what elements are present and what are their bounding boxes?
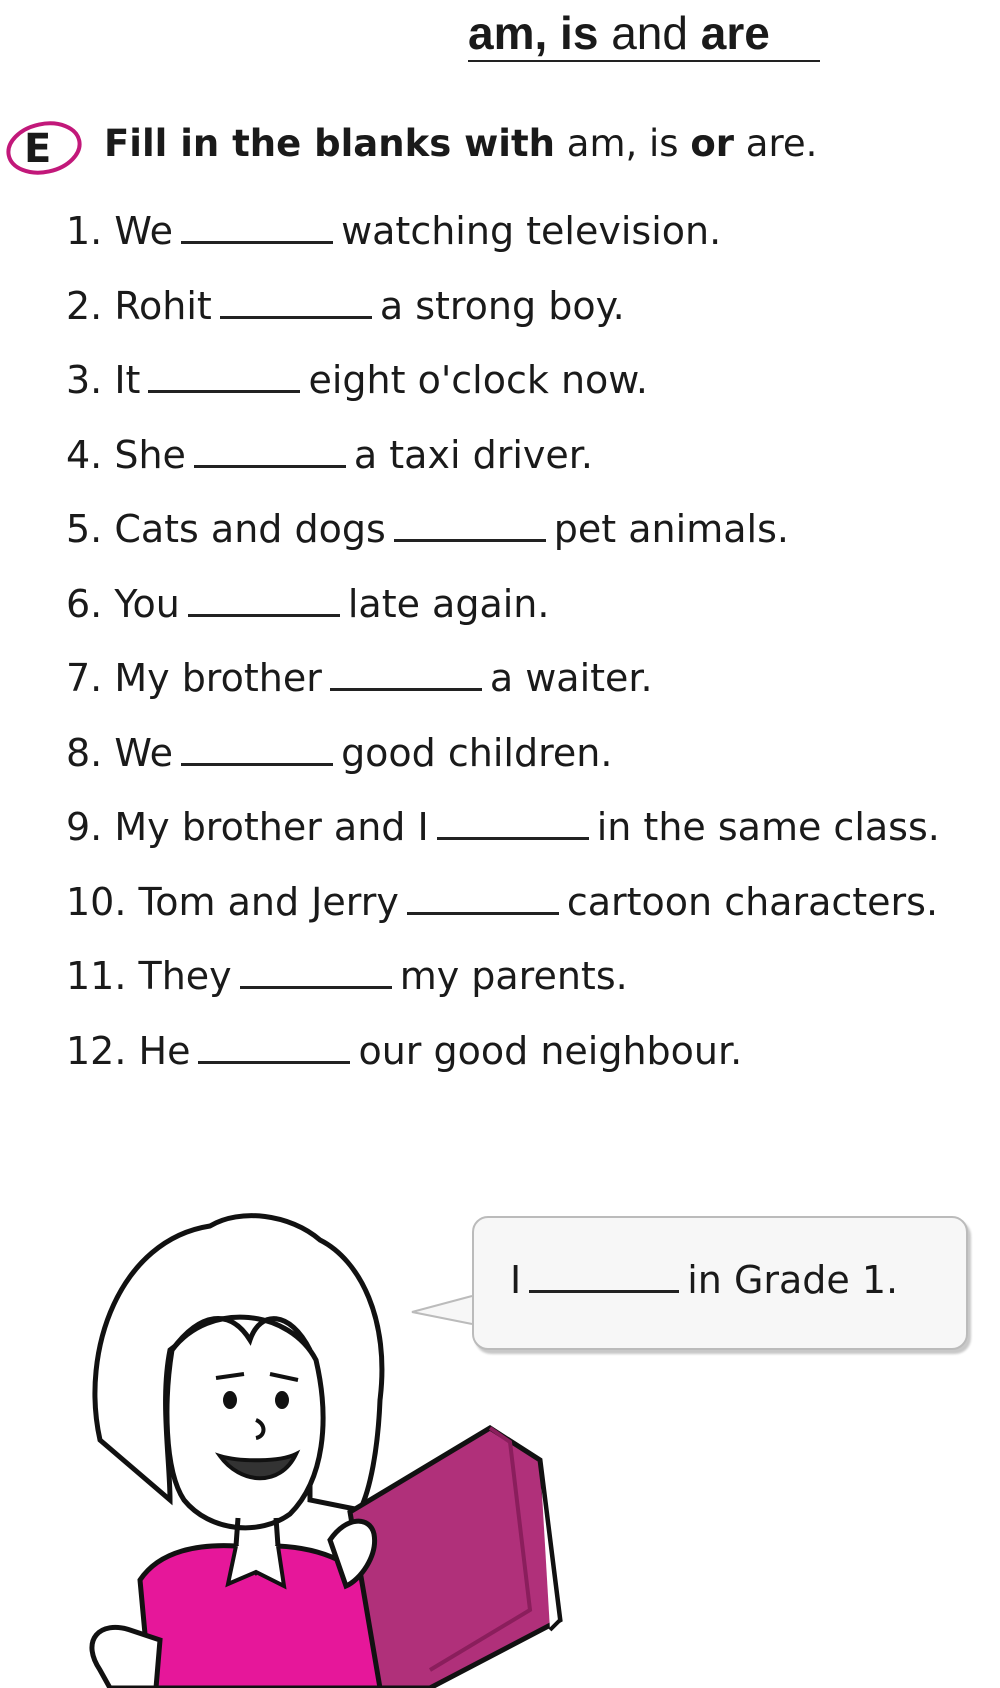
exercise-item bbox=[66, 653, 996, 728]
item-prefix: 11. They bbox=[66, 954, 232, 998]
section-letter: E bbox=[24, 126, 52, 172]
item-suffix: late again. bbox=[347, 581, 550, 626]
answer-blank[interactable] bbox=[181, 207, 333, 244]
section-e-badge-icon bbox=[0, 112, 90, 182]
exercise-item bbox=[66, 430, 996, 505]
item-suffix: watching television. bbox=[341, 209, 722, 253]
item-prefix: 4. She bbox=[66, 432, 186, 477]
exercise-item bbox=[66, 281, 996, 356]
instruction-text bbox=[104, 122, 817, 165]
item-suffix: cartoon characters. bbox=[566, 879, 939, 924]
exercise-item bbox=[66, 877, 996, 952]
title-is: is bbox=[560, 7, 599, 59]
instruction-lead: Fill in the blanks with bbox=[104, 122, 555, 165]
answer-blank[interactable] bbox=[198, 1027, 350, 1064]
speech-prefix: I bbox=[510, 1258, 522, 1302]
exercise-item bbox=[66, 579, 996, 654]
speech-tail-icon bbox=[412, 1296, 472, 1324]
title-and: and bbox=[611, 7, 688, 59]
item-prefix: 3. It bbox=[66, 358, 141, 402]
girl-with-book-illustration bbox=[60, 1200, 620, 1688]
speech-suffix: in Grade 1. bbox=[687, 1258, 899, 1302]
instruction-opt2: are. bbox=[745, 122, 818, 165]
answer-blank[interactable] bbox=[240, 952, 392, 989]
worksheet-title bbox=[468, 8, 820, 62]
exercise-list bbox=[66, 206, 996, 1100]
answer-blank[interactable] bbox=[148, 356, 300, 393]
item-prefix: 10. Tom and Jerry bbox=[66, 879, 399, 924]
item-prefix: 8. We bbox=[66, 730, 174, 775]
hand-icon bbox=[92, 1627, 160, 1688]
answer-blank[interactable] bbox=[188, 580, 340, 617]
item-suffix: a taxi driver. bbox=[353, 432, 593, 477]
answer-blank[interactable] bbox=[394, 505, 546, 542]
instruction-or: or bbox=[690, 122, 734, 165]
item-suffix: our good neighbour. bbox=[358, 1028, 743, 1073]
exercise-item bbox=[66, 355, 996, 430]
exercise-item bbox=[66, 951, 996, 1026]
title-are: are bbox=[700, 7, 770, 59]
instruction-opt1: am, is bbox=[566, 122, 679, 165]
answer-blank[interactable] bbox=[181, 729, 333, 766]
item-prefix: 7. My brother bbox=[66, 656, 322, 700]
item-prefix: 1. We bbox=[66, 209, 174, 253]
item-suffix: pet animals. bbox=[553, 507, 789, 551]
item-suffix: a waiter. bbox=[489, 656, 653, 700]
item-suffix: good children. bbox=[341, 730, 613, 775]
exercise-item bbox=[66, 1026, 996, 1101]
item-prefix: 5. Cats and dogs bbox=[66, 507, 386, 551]
exercise-item bbox=[66, 504, 996, 579]
exercise-item bbox=[66, 728, 996, 803]
item-prefix: 6. You bbox=[66, 581, 180, 626]
exercise-item bbox=[66, 802, 996, 877]
item-suffix: in the same class. bbox=[596, 805, 940, 849]
item-prefix: 12. He bbox=[66, 1028, 191, 1073]
face-icon bbox=[167, 1317, 323, 1528]
item-suffix: my parents. bbox=[399, 954, 628, 998]
answer-blank[interactable] bbox=[407, 878, 559, 915]
answer-blank[interactable] bbox=[194, 431, 346, 468]
item-prefix: 9. My brother and I bbox=[66, 805, 429, 849]
book-icon bbox=[350, 1428, 560, 1688]
title-am: am, bbox=[468, 7, 548, 59]
answer-blank[interactable] bbox=[437, 803, 589, 840]
answer-blank[interactable] bbox=[330, 654, 482, 691]
item-prefix: 2. Rohit bbox=[66, 283, 212, 328]
instruction-row bbox=[0, 112, 1000, 182]
item-suffix: a strong boy. bbox=[379, 283, 625, 328]
item-suffix: eight o'clock now. bbox=[308, 358, 648, 402]
answer-blank[interactable] bbox=[220, 282, 372, 319]
eye-icon bbox=[275, 1391, 289, 1409]
exercise-item bbox=[66, 206, 996, 281]
eye-icon bbox=[223, 1391, 237, 1409]
